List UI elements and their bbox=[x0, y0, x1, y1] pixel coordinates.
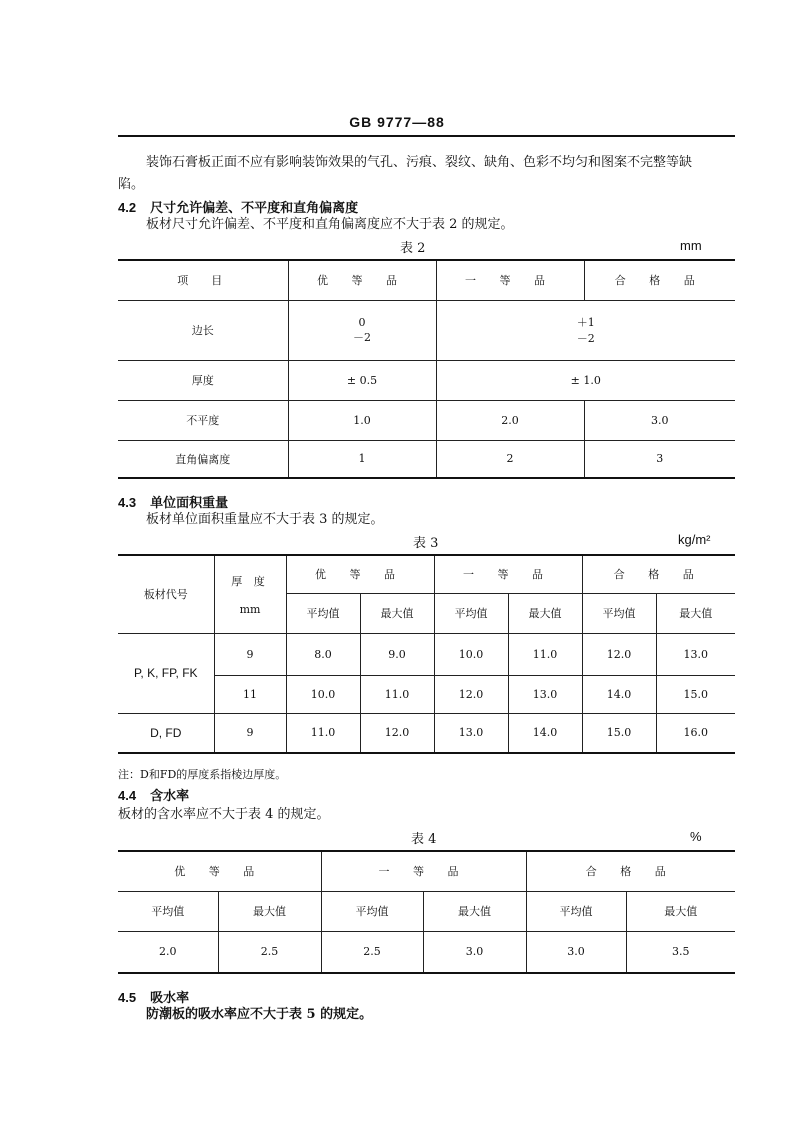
table-cell: 10.0 bbox=[434, 633, 508, 675]
table-cell: 10.0 bbox=[286, 675, 360, 713]
table-cell: 16.0 bbox=[656, 713, 735, 753]
table-header: 优 等 品 bbox=[118, 851, 321, 891]
table-cell: 15.0 bbox=[582, 713, 656, 753]
thickness-label: 厚 度 bbox=[231, 574, 269, 588]
table-subheader: 平均值 bbox=[526, 891, 626, 931]
upper-tolerance: ＋1 bbox=[576, 316, 595, 329]
table-cell: 2.0 bbox=[436, 400, 584, 440]
table-cell: 11.0 bbox=[286, 713, 360, 753]
table-subheader: 最大值 bbox=[656, 593, 735, 633]
table-header: 优 等 品 bbox=[288, 260, 436, 300]
table-row-label: P, K, FP, FK bbox=[118, 633, 214, 713]
section-number: 4.3 bbox=[118, 495, 137, 510]
table-cell: 2.0 bbox=[118, 931, 218, 973]
table-3-caption: 表 3 bbox=[413, 536, 439, 551]
table-header: 合 格 品 bbox=[584, 260, 735, 300]
table-header: 合 格 品 bbox=[582, 555, 735, 593]
table-3-unit: kg/m² bbox=[678, 532, 711, 547]
document-header: GB 9777—88 bbox=[349, 114, 445, 130]
table-header: 合 格 品 bbox=[526, 851, 735, 891]
table-cell: 12.0 bbox=[582, 633, 656, 675]
table-cell: 3.0 bbox=[584, 400, 735, 440]
table-row-label: 不平度 bbox=[118, 400, 288, 440]
table-subheader: 平均值 bbox=[286, 593, 360, 633]
table-cell: 15.0 bbox=[656, 675, 735, 713]
table-header: 一 等 品 bbox=[436, 260, 584, 300]
table-cell: 12.0 bbox=[434, 675, 508, 713]
section-title: 单位面积重量 bbox=[150, 496, 229, 511]
table-row-label: D, FD bbox=[118, 713, 214, 753]
section-number: 4.4 bbox=[118, 788, 137, 803]
table-cell: 2 bbox=[436, 440, 584, 478]
table-row-label: 直角偏离度 bbox=[118, 440, 288, 478]
table-4 bbox=[118, 850, 735, 974]
section-title: 吸水率 bbox=[150, 991, 190, 1006]
section-4-3-text: 板材单位面积重量应不大于表 3 的规定。 bbox=[146, 512, 384, 527]
table-cell: 8.0 bbox=[286, 633, 360, 675]
thickness-unit: mm bbox=[239, 602, 261, 616]
table-2 bbox=[118, 259, 735, 479]
table-row-label: 边长 bbox=[118, 300, 288, 360]
table-cell: 13.0 bbox=[508, 675, 582, 713]
section-title: 含水率 bbox=[150, 789, 190, 804]
header-rule bbox=[118, 135, 735, 137]
table-subheader: 最大值 bbox=[218, 891, 321, 931]
intro-line-2: 陷。 bbox=[118, 177, 145, 192]
table-cell: 11 bbox=[214, 675, 286, 713]
section-4-5-text: 防潮板的吸水率应不大于表 5 的规定。 bbox=[146, 1007, 373, 1022]
table-cell: 9 bbox=[214, 713, 286, 753]
table-cell: 14.0 bbox=[508, 713, 582, 753]
table-cell: 12.0 bbox=[360, 713, 434, 753]
section-number: 4.2 bbox=[118, 200, 137, 215]
table-cell bbox=[288, 300, 436, 360]
table-header bbox=[214, 555, 286, 633]
lower-tolerance: －2 bbox=[353, 330, 371, 344]
table-cell: 9 bbox=[214, 633, 286, 675]
table-header: 优 等 品 bbox=[286, 555, 434, 593]
table-header: 板材代号 bbox=[118, 555, 214, 633]
table-cell: 11.0 bbox=[508, 633, 582, 675]
lower-tolerance: －2 bbox=[576, 332, 595, 345]
table-cell: 3.5 bbox=[626, 931, 735, 973]
table-cell: 14.0 bbox=[582, 675, 656, 713]
table-2-unit: mm bbox=[680, 238, 702, 253]
table-cell: 9.0 bbox=[360, 633, 434, 675]
table-header: 一 等 品 bbox=[434, 555, 582, 593]
table-subheader: 最大值 bbox=[508, 593, 582, 633]
table-cell: 13.0 bbox=[656, 633, 735, 675]
table-4-caption: 表 4 bbox=[411, 832, 437, 847]
table-3 bbox=[118, 554, 735, 754]
upper-tolerance: 0 bbox=[358, 315, 366, 329]
table-3-note: 注：D和FD的厚度系指棱边厚度。 bbox=[118, 768, 287, 781]
table-cell: 3.0 bbox=[526, 931, 626, 973]
table-cell: 2.5 bbox=[218, 931, 321, 973]
section-4-2-text: 板材尺寸允许偏差、不平度和直角偏离度应不大于表 2 的规定。 bbox=[146, 217, 514, 232]
table-2-caption: 表 2 bbox=[400, 241, 426, 256]
table-row-label: 厚度 bbox=[118, 360, 288, 400]
table-cell: 1.0 bbox=[288, 400, 436, 440]
section-4-4-text: 板材的含水率应不大于表 4 的规定。 bbox=[118, 807, 330, 822]
table-subheader: 平均值 bbox=[321, 891, 423, 931]
section-number: 4.5 bbox=[118, 990, 137, 1005]
table-subheader: 平均值 bbox=[434, 593, 508, 633]
table-cell: 13.0 bbox=[434, 713, 508, 753]
table-subheader: 平均值 bbox=[582, 593, 656, 633]
table-4-unit: % bbox=[690, 829, 702, 844]
section-title: 尺寸允许偏差、不平度和直角偏离度 bbox=[150, 201, 359, 216]
table-subheader: 最大值 bbox=[626, 891, 735, 931]
table-subheader: 最大值 bbox=[360, 593, 434, 633]
table-subheader: 平均值 bbox=[118, 891, 218, 931]
table-cell: 1 bbox=[288, 440, 436, 478]
table-cell: ± 1.0 bbox=[436, 360, 735, 400]
table-cell bbox=[436, 300, 735, 360]
intro-line-1: 装饰石膏板正面不应有影响装饰效果的气孔、污痕、裂纹、缺角、色彩不均匀和图案不完整等缺 bbox=[146, 155, 693, 170]
table-cell: 3.0 bbox=[423, 931, 526, 973]
table-subheader: 最大值 bbox=[423, 891, 526, 931]
table-cell: 3 bbox=[584, 440, 735, 478]
table-cell: 11.0 bbox=[360, 675, 434, 713]
table-header: 一 等 品 bbox=[321, 851, 526, 891]
section-4-4-heading bbox=[118, 785, 189, 804]
table-header: 项 目 bbox=[118, 260, 288, 300]
table-cell: ± 0.5 bbox=[288, 360, 436, 400]
table-cell: 2.5 bbox=[321, 931, 423, 973]
